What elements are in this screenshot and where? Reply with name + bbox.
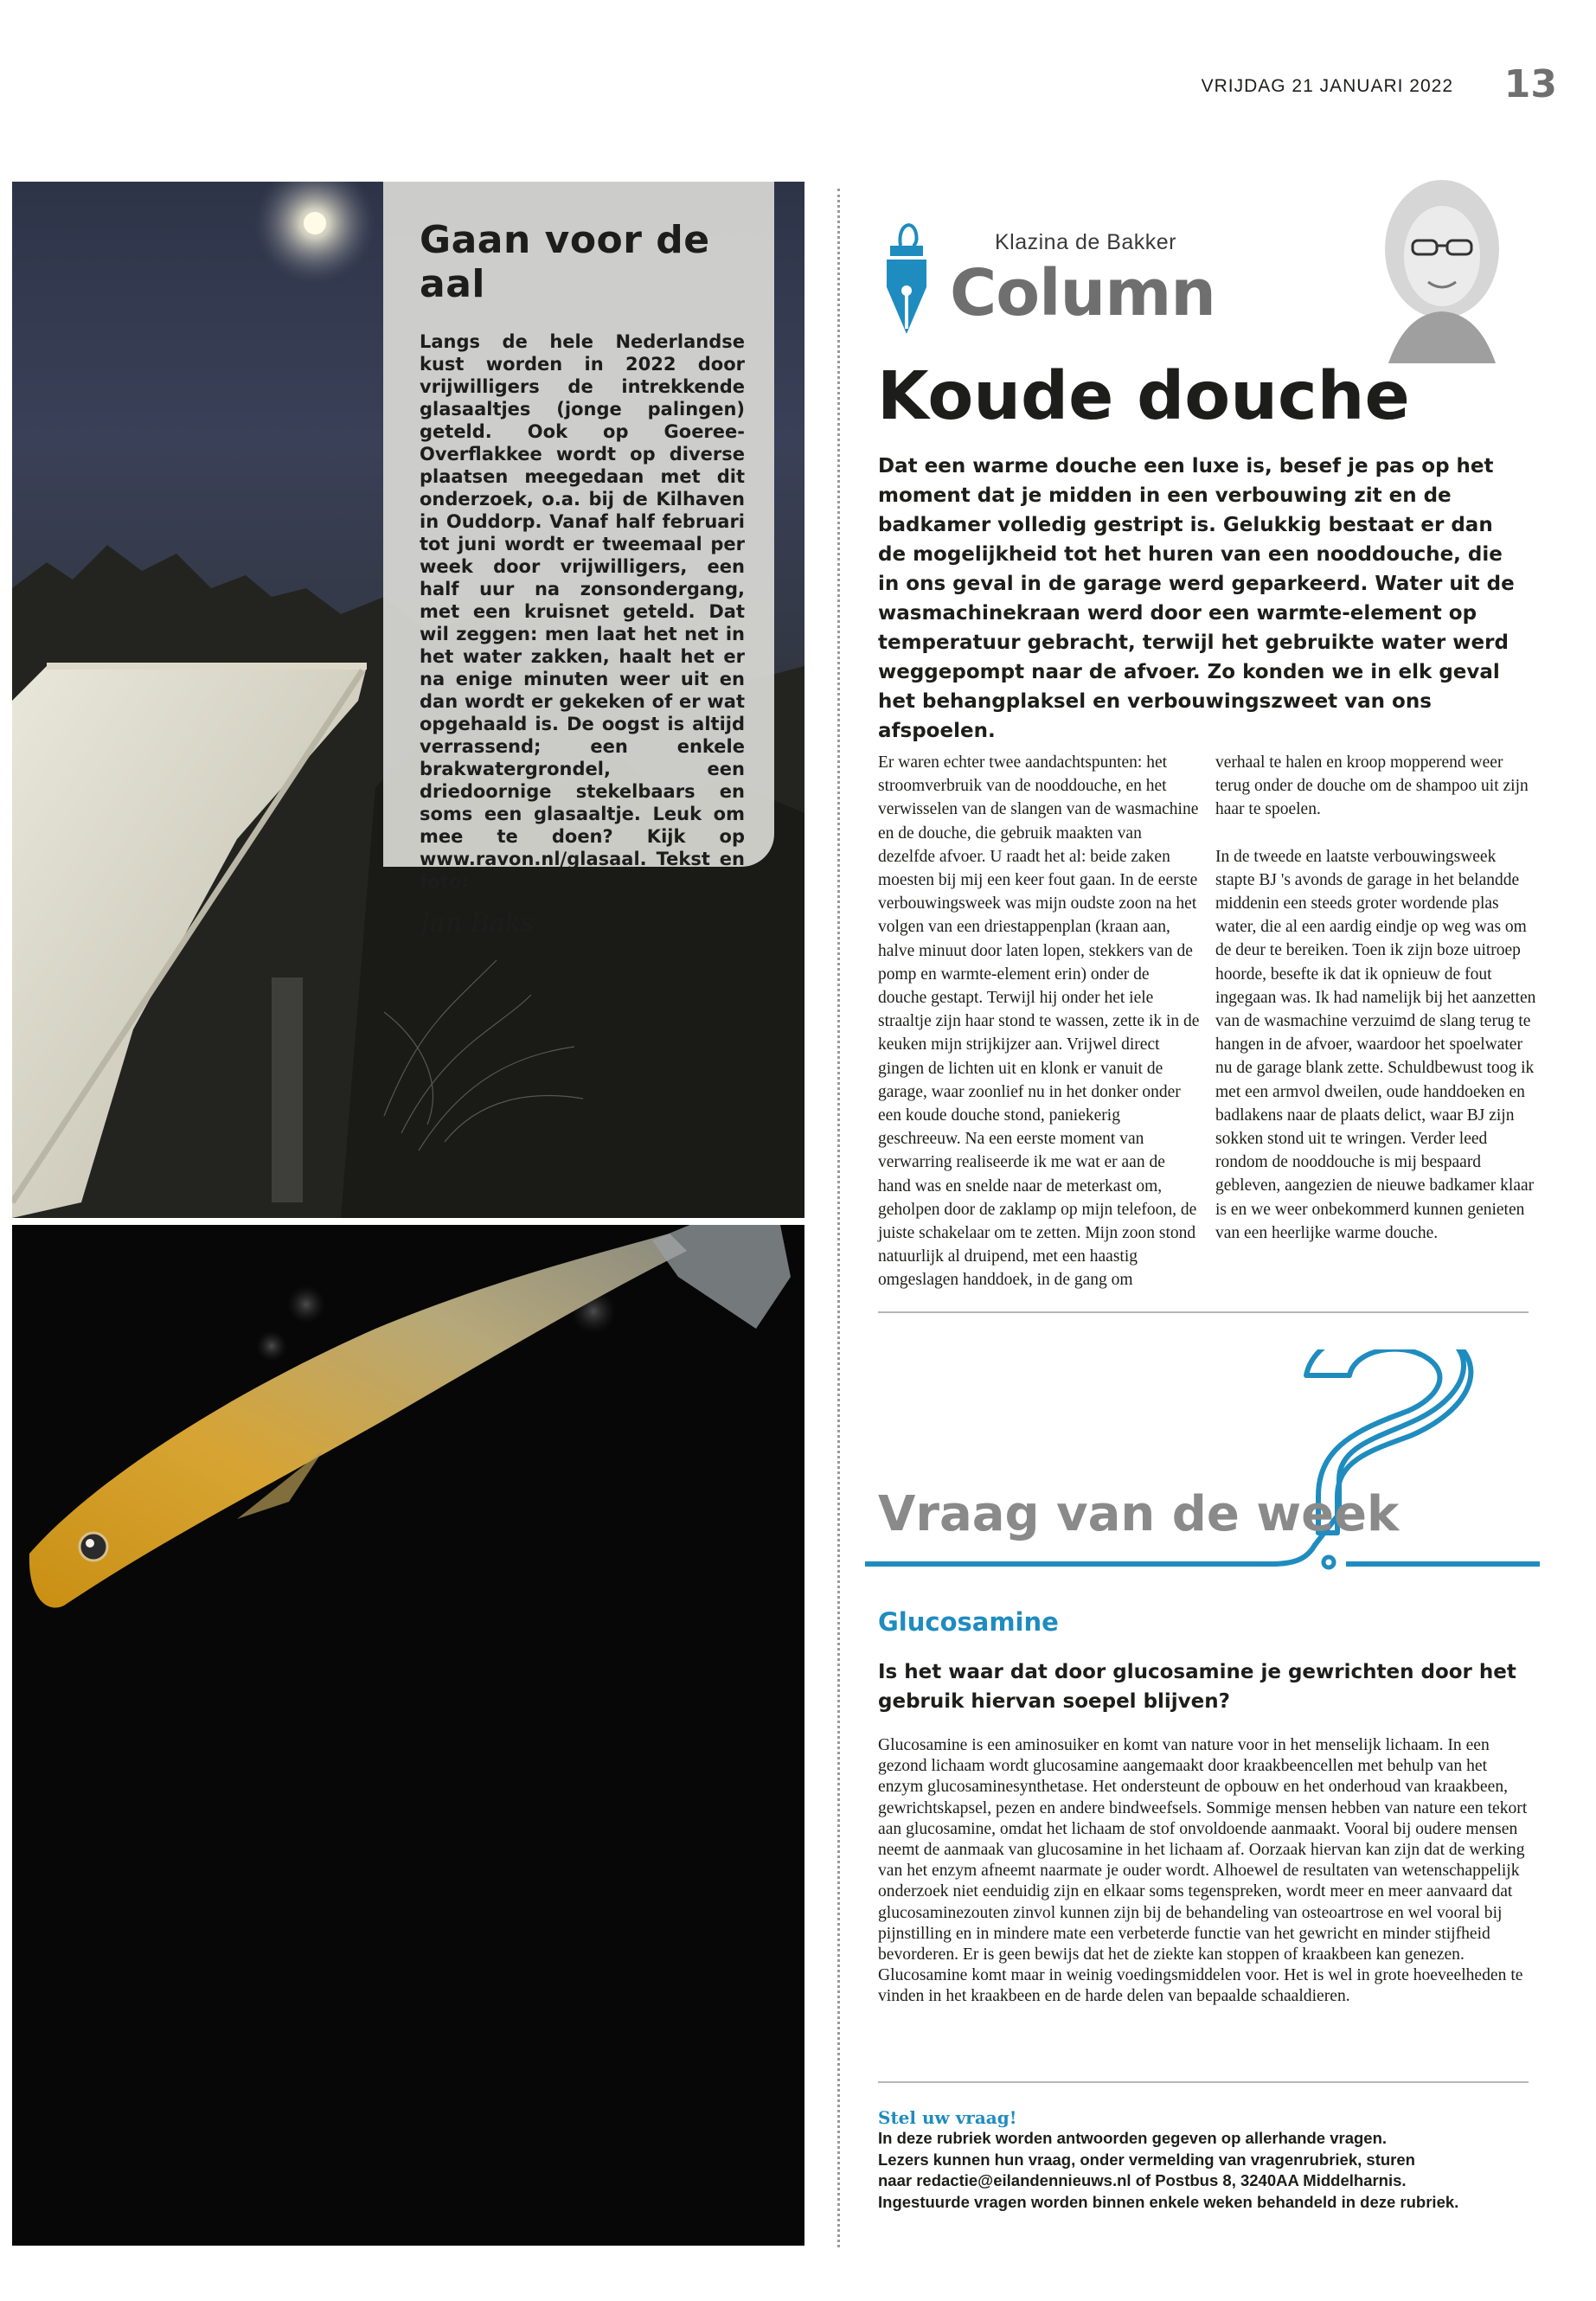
fountain-pen-icon (878, 208, 935, 337)
vraag-answer: Glucosamine is een aminosuiker en komt van nature voor in het menselijk lichaam. In een gezond lichaam wordt glucosamine aangemaakt door kraakbeencellen met behulp van het enzym glucosaminesynthetase. Het ondersteunt de opbouw en het onderhoud van kraakbeen, gewrichtskapsel, pezen en andere bindweefsels. Sommige mensen hebben van nature een tekort aan glucosamine, omdat het lichaam de stof onvoldoende aanmaakt. Vooral bij oudere mensen neemt de aanmaak van glucosamine in het lichaam af. Oorzaak hiervan kan zijn dat de werking van het enzym afneemt naarmate je ouder wordt. Alhoewel de resultaten van wetenschappelijk onderzoek niet eenduidig zijn en elkaar soms tegenspreken, wordt meer en meer aanvaard dat glucosaminezouten zinvol kunnen zijn bij de behandeling van osteoartrose en wel vooral bij pijnstilling en in mindere mate een verbeterde functie van het gewricht en minder stijfheid bevorderen. Er is geen bewijs dat het de ziekte kan stoppen of kraakbeen kan genezen. Glucosamine komt maar in weinig voedingsmiddelen voor. Het is wel in grote hoeveelheden te vinden in het kraakbeen en de harde delen van bepaalde schaaldieren. (878, 1736, 1528, 2006)
column-author: Klazina de Bakker (995, 230, 1177, 254)
issue-date: VRIJDAG 21 JANUARI 2022 (1201, 76, 1453, 96)
author-portrait (1371, 166, 1509, 363)
vraag-subject: Glucosamine (878, 1607, 1059, 1637)
column-paragraph: verhaal te halen en kroop mopperend weer terug onder de douche om de shampoo uit zijn haar te spoelen. (1215, 753, 1529, 819)
column-lead: Dat een warme douche een luxe is, besef je pas op het moment dat je midden in een verbouwing zit en de badkamer volledig gestript is. Gelukkig bestaat er dan de mogelijkheid tot het huren van een nooddouche, die in ons geval in de garage werd geparkeerd. Water uit de wasmachinekraan werd door een warmte-element op temperatuur gebracht, terwijl het gebruikte water werd weggepompt naar de afvoer. Zo konden we in elk geval het behangplaksel en verbouwingszweet van ons afspoelen. (878, 455, 1515, 742)
sidebar-box (383, 182, 774, 939)
stel-line: naar redactie@eilandennieuws.nl of Postbus 8, 3240AA Middelharnis. (878, 2171, 1407, 2189)
sidebar-signature: Jan Baks (420, 908, 535, 939)
stel-uw-vraag-text (878, 2128, 1535, 2213)
sidebar-body: Langs de hele Nederlandse kust worden in 2022 door vrijwilligers de intrekkende glasaaltjes (jonge palingen) geteld. Ook op Goeree-Overflakkee wordt op diverse plaatsen meegedaan met dit onderzoek, o.a. bij de Kilhaven in Ouddorp. Vanaf half februari tot juni wordt er tweemaal per week door vrijwilligers, een half uur na zonsondergang, met een kruisnet geteld. Dat wil zeggen: men laat het net in het water zakken, haalt het er na enige minuten weer uit en dan wordt er gekeken of er wat opgehaald is. De oogst is altijd verrassend; een enkele brakwatergrondel, een driedoornige stekelbaars en soms een glasaaltje. Leuk om mee te doen? Kijk op www.ravon.nl/glasaal. Tekst en foto: (420, 331, 745, 892)
section-rule (878, 2081, 1529, 2083)
stel-line: Lezers kunnen hun vraag, onder vermelding van vragenrubriek, sturen (878, 2150, 1415, 2169)
column-body-right (1215, 751, 1537, 1268)
vraag-question: Is het waar dat door glucosamine je gewrichten door het gebruik hiervan soepel blijven? (878, 1661, 1516, 1713)
stel-uw-vraag-label: Stel uw vraag! (878, 2107, 1017, 2128)
column-paragraph: In de tweede en laatste verbouwingsweek stapte BJ 's avonds de garage in het belandde middenin een steeds groter wordende plas water, die al een aardig eindje op weg was om de deur te bereiken. Toen ik zijn boze uitroep hoorde, besefte ik dat ik opnieuw de fout ingegaan was. Ik had namelijk bij het aanzetten van de wasmachine verzuimd de slang terug te hangen in de afvoer, waardoor het spoelwater nu de garage blank zette. Schuldbewust toog ik met een armvol dweilen, oude handdoeken en badlakens naar de plaats delict, waar BJ zijn sokken stond uit te wringen. Verder leed rondom de nooddouche is mij bespaard gebleven, aangezien de nieuwe badkamer klaar is en we weer onbekommerd kunnen genieten van een heerlijke warme douche. (1215, 847, 1536, 1242)
question-mark-icon (865, 1349, 1540, 1583)
page-number: 13 (1503, 62, 1557, 106)
sidebar-title: Gaan voor de aal (420, 218, 710, 306)
column-paragraph: Er waren echter twee aandachtspunten: het stroomverbruik van de nooddouche, en het verwisselen van de slangen van de wasmachine en de douche, die gebruik maakten van dezelfde afvoer. U raadt het al: beide zaken moesten bij mij een keer fout gaan. In de eerste verbouwingsweek was mijn oudste zoon na het volgen van een driestappenplan (kraan aan, halve minuut door laten lopen, stekkers van de pomp en warmte-element erin) onder de douche gestapt. Terwijl hij onder het iele straaltje zijn haar stond te wassen, zette ik in de keuken mijn strijkijzer aan. Vrijwel direct gingen de lichten uit en klonk er vanuit de garage, waar zoonlief nu in het donker onder een koude douche stond, paniekerig geschreeuw. Na een eerste moment van verwarring realiseerde ik me wat er aan de hand was en snelde naar de meterkast om, geholpen door de zaklamp op mijn telefoon, de juiste schakelaar om te zetten. Mijn zoon stond natuurlijk al druipend, met een haastig omgeslagen handdoek, in de gang om (878, 753, 1200, 1290)
column-body-left (878, 751, 1200, 1316)
column-divider (837, 189, 840, 2247)
column-label: Column (950, 256, 1215, 330)
stel-line: Ingestuurde vragen worden binnen enkele weken behandeld in deze rubriek. (878, 2192, 1459, 2211)
section-rule (878, 1311, 1529, 1313)
portrait-sketch (1371, 166, 1509, 363)
photo-fish (12, 1225, 804, 2246)
stel-line: In deze rubriek worden antwoorden gegeven op allerhande vragen. (878, 2129, 1388, 2147)
column-title: Koude douche (877, 358, 1410, 435)
vraag-section-title: Vraag van de week (878, 1486, 1400, 1542)
fish-illustration (12, 1225, 804, 2246)
